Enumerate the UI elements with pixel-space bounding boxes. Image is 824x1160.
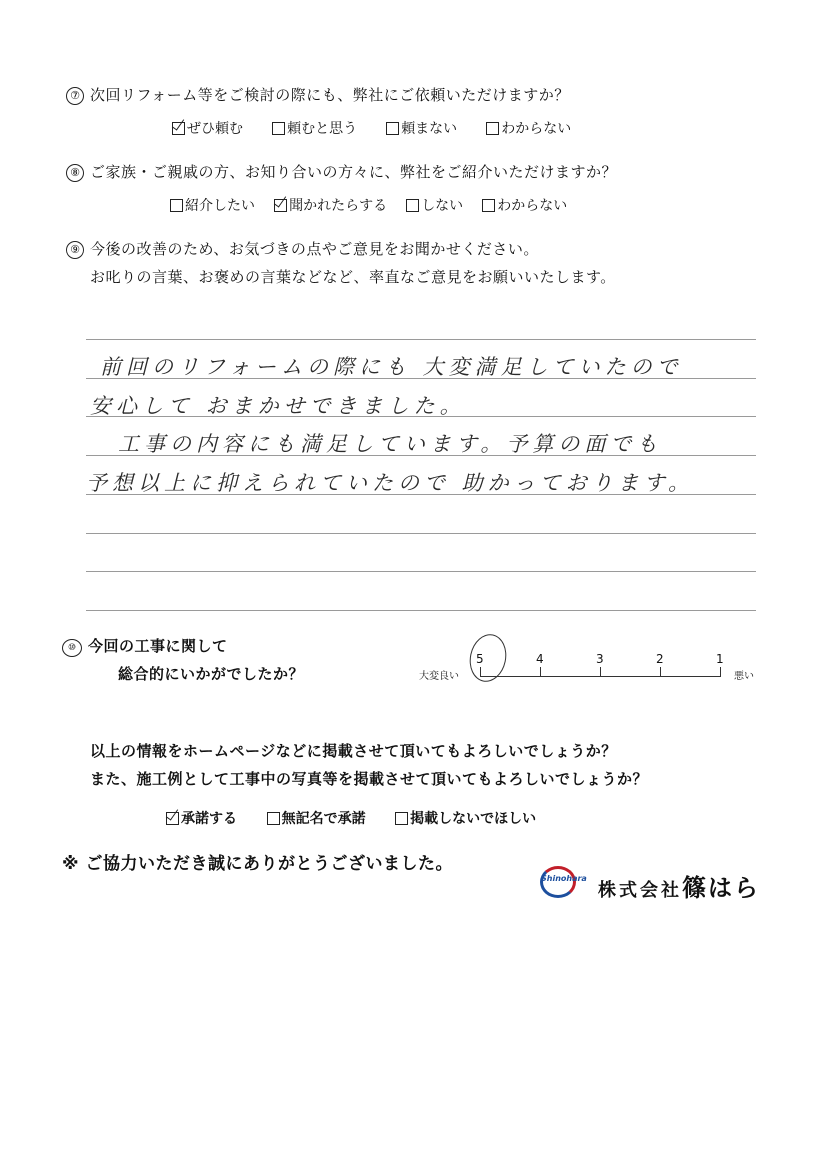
checkbox[interactable] xyxy=(406,199,419,212)
scale-tick xyxy=(660,667,661,677)
checkbox[interactable] xyxy=(386,122,399,135)
checkbox[interactable] xyxy=(267,812,280,825)
q7-options xyxy=(172,118,595,139)
question-number: ⑧ xyxy=(66,164,84,182)
answer-line xyxy=(86,610,756,611)
scale-tick xyxy=(600,667,601,677)
checkbox[interactable] xyxy=(486,122,499,135)
question-text-line2: お叱りの言葉、お褒めの言葉などなど、率直なご意見をお願いいたします。 xyxy=(90,268,616,286)
handwritten-answer-line-2: 安心して おまかせできました。 xyxy=(90,394,466,418)
q8-options xyxy=(170,195,591,216)
checkbox[interactable] xyxy=(272,122,285,135)
handwritten-answer-line-3: 工事の内容にも満足しています。予算の面でも xyxy=(118,432,663,456)
option-kikaretara-suru[interactable]: 聞かれたらする xyxy=(274,195,387,215)
question-number: ⑦ xyxy=(66,87,84,105)
option-wakaranai[interactable]: わからない xyxy=(486,118,571,138)
handwritten-answer-line-4: 予想以上に抑えられていたので 助かっております。 xyxy=(86,471,694,495)
handwritten-answer-line-1: 前回のリフォームの際にも 大変満足していたので xyxy=(100,355,683,379)
company-name xyxy=(598,868,760,903)
checkbox-checked[interactable] xyxy=(166,812,179,825)
question-text: 次回リフォーム等をご検討の際にも、弊社にご依頼いただけますか？ xyxy=(90,86,570,104)
option-tanomanai[interactable]: 頼まない xyxy=(386,118,457,138)
scale-value-5[interactable]: 5 xyxy=(476,652,484,666)
scale-tick xyxy=(540,667,541,677)
scale-value-1[interactable]: 1 xyxy=(716,652,724,666)
question-9 xyxy=(66,238,539,259)
checkbox-checked[interactable] xyxy=(274,199,287,212)
option-shinai[interactable]: しない xyxy=(406,195,463,215)
answer-line xyxy=(86,339,756,340)
scale-value-4[interactable]: 4 xyxy=(536,652,544,666)
answer-line xyxy=(86,533,756,534)
option-wakaranai[interactable]: わからない xyxy=(482,195,567,215)
checkbox[interactable] xyxy=(170,199,183,212)
selected-rating-circle xyxy=(465,631,510,685)
consent-options xyxy=(166,808,560,829)
thank-you-note: ※ ご協力いただき誠にありがとうございました。 xyxy=(62,854,453,874)
checkbox[interactable] xyxy=(482,199,495,212)
question-text-line2: 総合的にいかがでしたか？ xyxy=(118,665,305,683)
scale-label-best: 大変良い xyxy=(419,671,459,682)
question-10 xyxy=(62,635,228,657)
scale-label-worst: 悪い xyxy=(734,671,754,682)
option-keisai-shinai[interactable]: 掲載しないでほしい xyxy=(395,808,536,828)
company-brand: 篠はら xyxy=(682,873,760,902)
question-text: ご家族・ご親戚の方、お知り合いの方々に、弊社をご紹介いただけますか？ xyxy=(90,163,618,181)
question-8 xyxy=(66,161,617,182)
consent-question-line2: また、施工例として工事中の写真等を掲載させて頂いてもよろしいでしょうか？ xyxy=(90,770,649,788)
answer-line xyxy=(86,571,756,572)
question-number: ⑩ xyxy=(62,639,82,657)
consent-question-line1: 以上の情報をホームページなどに掲載させて頂いてもよろしいでしょうか？ xyxy=(90,742,617,760)
option-mukimei-shoudaku[interactable]: 無記名で承諾 xyxy=(267,808,366,828)
question-text-line1: 今後の改善のため、お気づきの点やご意見をお聞かせください。 xyxy=(90,240,539,258)
option-shoukai-shitai[interactable]: 紹介したい xyxy=(170,195,255,215)
company-logo-text: Shinohara xyxy=(541,874,587,883)
question-text-line1: 今回の工事に関して xyxy=(88,637,228,655)
question-7 xyxy=(66,84,570,105)
option-tanomu-to-omou[interactable]: 頼むと思う xyxy=(272,118,357,138)
option-zehi-tanomu[interactable]: ぜひ頼む xyxy=(172,118,243,138)
checkbox[interactable] xyxy=(395,812,408,825)
company-prefix: 株式会社 xyxy=(598,880,682,901)
scale-value-3[interactable]: 3 xyxy=(596,652,604,666)
scale-value-2[interactable]: 2 xyxy=(656,652,664,666)
checkbox-checked[interactable] xyxy=(172,122,185,135)
option-shoudaku[interactable]: 承諾する xyxy=(166,808,237,828)
question-number: ⑨ xyxy=(66,241,84,259)
scale-tick xyxy=(720,667,721,677)
